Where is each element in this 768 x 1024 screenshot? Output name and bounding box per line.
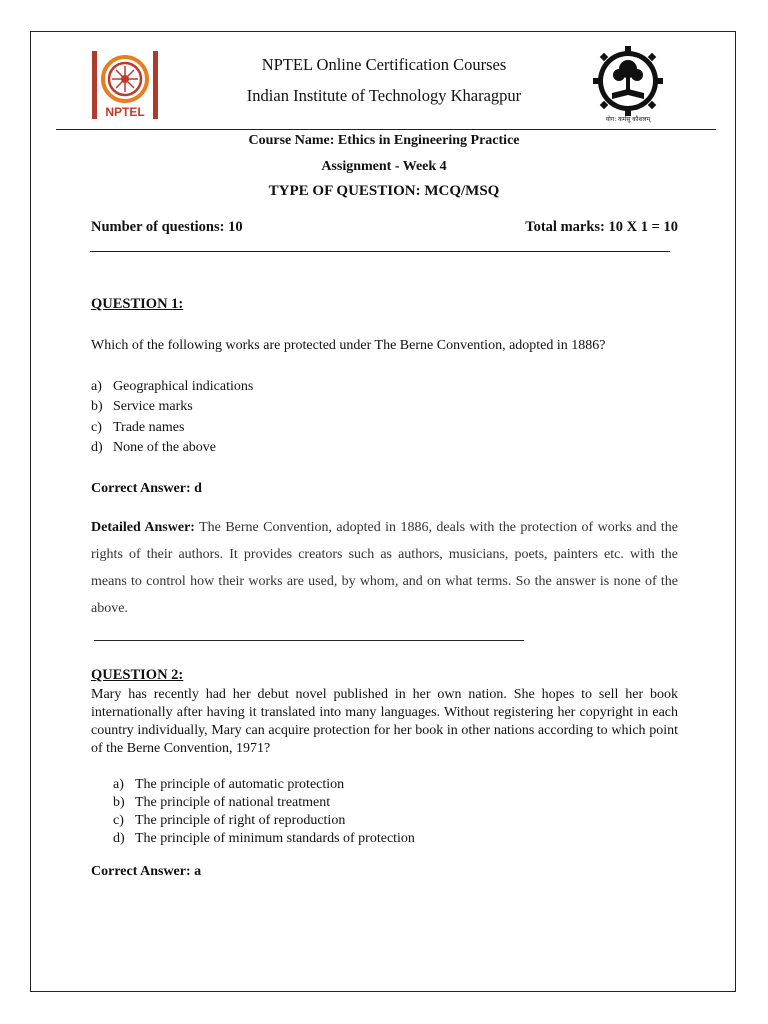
question-1-options [91,377,253,458]
nptel-logo-text: NPTEL [105,105,145,119]
option-text: Geographical indications [113,379,254,394]
option-text: Service marks [113,399,193,415]
option-text: Trade names [113,419,185,435]
header-title: NPTEL Online Certification Courses [261,55,507,74]
option-c [91,418,253,438]
detailed-answer-label: Detailed Answer: [91,520,195,535]
option-letter: d) [113,831,125,846]
option-letter: a) [91,379,102,394]
option-d [91,438,253,458]
option-a [113,776,415,794]
question-1-correct-answer: Correct Answer: d [91,481,202,496]
option-b [91,397,253,417]
option-d [113,830,415,848]
question-2-options [113,776,415,848]
header-divider [56,129,716,130]
option-text: The principle of minimum standards of protection [135,831,415,846]
option-letter: a) [113,777,124,792]
option-c [113,812,415,830]
option-letter: c) [91,419,102,435]
course-name: Course Name: Ethics in Engineering Practice [248,133,520,148]
question-2-correct-answer: Correct Answer: a [91,864,202,879]
option-text: The principle of national treatment [135,795,331,810]
question-1-heading: QUESTION 1: [91,296,184,312]
option-a [91,377,253,397]
iit-logo-motto: योग: कर्मसु कौशलम् [605,116,651,123]
option-text: None of the above [113,439,217,455]
question-type: TYPE OF QUESTION: MCQ/MSQ [268,183,500,199]
question-2-heading: QUESTION 2: [91,667,184,683]
detailed-answer-text: The Berne Convention, adopted in 1886, deals with the protection of works and the rights of their authors. It provides creators such as authors, musicians, poets, painters etc. with the means to control how their works are used, by whom, and on what terms. So the answer is none of the above. [91,520,678,616]
option-letter: b) [113,795,125,810]
number-of-questions: Number of questions: 10 [91,219,243,235]
total-marks: Total marks: 10 X 1 = 10 [525,219,678,235]
option-b [113,794,415,812]
section-divider [90,251,670,252]
question-2-text: Mary has recently had her debut novel published in her own nation. She hopes to sell her book internationally after having it translated into many languages. Without registering her copyright in each country individually, Mary can acquire protection for her book in other nations according to which point of the Berne Convention, 1971? [91,687,678,756]
option-text: The principle of automatic protection [135,777,345,792]
header-institute: Indian Institute of Technology Kharagpur [246,86,522,105]
option-letter: d) [91,439,103,455]
question-1-text: Which of the following works are protected under The Berne Convention, adopted in 1886? [91,338,606,353]
question-divider [94,640,524,641]
option-text: The principle of right of reproduction [135,813,346,828]
option-letter: b) [91,399,103,415]
question-1-detailed-answer [91,514,678,622]
assignment-title: Assignment - Week 4 [321,159,447,174]
option-letter: c) [113,813,124,828]
